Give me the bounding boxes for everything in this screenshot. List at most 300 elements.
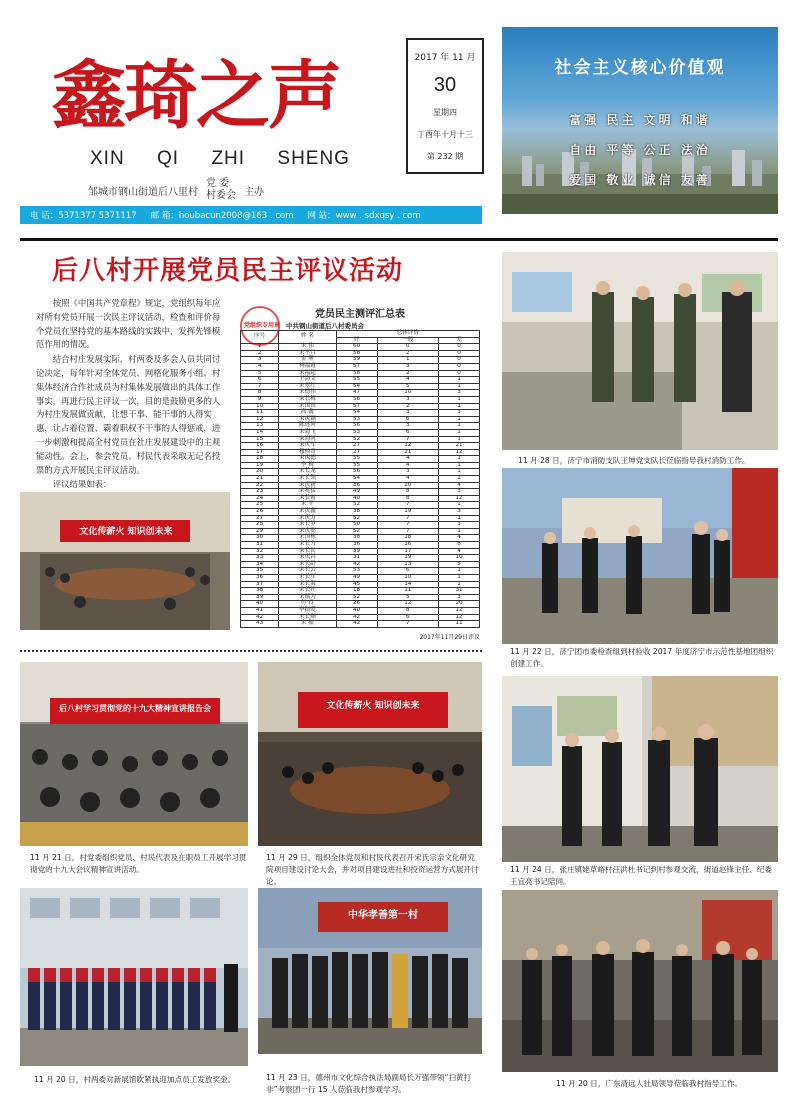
table-cell: 宋长力 bbox=[279, 542, 336, 549]
table-cell: 27 bbox=[336, 449, 377, 456]
table-cell: 54 bbox=[336, 476, 377, 483]
col-header-index: 序号 bbox=[241, 331, 279, 344]
masthead-rule bbox=[20, 238, 778, 241]
table-cell: 17 bbox=[377, 548, 439, 555]
table-row bbox=[241, 344, 480, 351]
table-row bbox=[241, 429, 480, 436]
table-cell: 宋长顺 bbox=[279, 614, 336, 621]
table-cell: 1 bbox=[439, 581, 480, 588]
publisher-org-1: 党 委 bbox=[206, 178, 230, 189]
section-divider bbox=[20, 650, 482, 652]
caption-dezhou-delegation: 11 月 23 日，德州市文化综合执法局副局长万强带领“扫黄打非”考察团一行 15 人莅临我村参观学习。 bbox=[266, 1073, 472, 1094]
table-row bbox=[241, 390, 480, 397]
table-cell: 20 bbox=[377, 482, 439, 489]
table-cell: 宋丕月 bbox=[279, 350, 336, 357]
table-cell: 38 bbox=[241, 588, 279, 595]
table-cell: 宋庆军 bbox=[279, 443, 336, 450]
table-cell: 李振爱 bbox=[279, 607, 336, 614]
pinyin-3: ZHI bbox=[211, 148, 246, 169]
table-row bbox=[241, 403, 480, 410]
photo-banner-text: 文化传薪火 知识创未来 bbox=[79, 527, 173, 537]
caption-staff-bonus: 11 月 20 日，村两委对新展馆吹紧执迎加点员工发放奖金。 bbox=[34, 1075, 236, 1084]
table-cell: 宋庆德 bbox=[279, 456, 336, 463]
table-cell: 0 bbox=[439, 363, 480, 370]
table-cell: 8 bbox=[241, 390, 279, 397]
article-body bbox=[36, 297, 228, 493]
table-cell: 宋庆昌 bbox=[279, 555, 336, 562]
table-cell: 58 bbox=[336, 350, 377, 357]
table-cell: 4 bbox=[377, 462, 439, 469]
table-cell: 58 bbox=[336, 370, 377, 377]
table-org: 中共钢山街道后八村委员会 bbox=[286, 322, 364, 330]
table-cell: 22 bbox=[241, 482, 279, 489]
table-cell: 57 bbox=[336, 403, 377, 410]
table-cell: 39 bbox=[336, 548, 377, 555]
table-cell: 宋海河 bbox=[279, 436, 336, 443]
lecture-hall-photo bbox=[20, 662, 248, 846]
table-row bbox=[241, 449, 480, 456]
table-cell: 50 bbox=[336, 522, 377, 529]
values-line-3: 爱国 敬业 诚信 友善 bbox=[569, 173, 711, 187]
publisher-org-2: 村委会 bbox=[206, 190, 236, 201]
table-cell: 36 bbox=[241, 574, 279, 581]
newspaper-logo: 鑫琦之声 bbox=[52, 53, 340, 139]
table-row bbox=[241, 363, 480, 370]
table-cell: 6 bbox=[377, 416, 439, 423]
contact-email: 邮 箱：houbacun2008@163 . com bbox=[150, 211, 294, 221]
table-cell: 27 bbox=[241, 515, 279, 522]
table-cell: 18 bbox=[377, 535, 439, 542]
meeting-room-photo bbox=[20, 492, 230, 630]
table-cell: 1 bbox=[439, 436, 480, 443]
table-cell: 3 bbox=[439, 509, 480, 516]
table-cell: 35 bbox=[241, 568, 279, 575]
publisher-line bbox=[88, 178, 388, 202]
table-cell: 5 bbox=[439, 561, 480, 568]
table-cell: 宋长社 bbox=[279, 588, 336, 595]
table-cell: 宋长龄 bbox=[279, 561, 336, 568]
table-cell: 12 bbox=[377, 443, 439, 450]
table-cell: 11 bbox=[241, 410, 279, 417]
table-cell: 18 bbox=[241, 456, 279, 463]
table-cell: 7 bbox=[377, 436, 439, 443]
core-values-banner bbox=[502, 27, 778, 214]
table-cell: 15 bbox=[241, 436, 279, 443]
table-cell: 27 bbox=[336, 443, 377, 450]
table-cell: 宋福超 bbox=[279, 370, 336, 377]
table-row bbox=[241, 469, 480, 476]
table-cell: 12 bbox=[241, 416, 279, 423]
table-cell: 60 bbox=[336, 344, 377, 351]
table-cell: 4 bbox=[377, 456, 439, 463]
article-paragraph: 评议结果如表： bbox=[52, 479, 112, 490]
lunar-date: 丁酉年十月十三 bbox=[417, 130, 473, 140]
table-cell: 20 bbox=[439, 601, 480, 608]
table-row bbox=[241, 607, 480, 614]
caption-exhibit-visit: 11 月 24 日，张庄镇姥草峪村汪洪杜书记到村参观交流，街道赵锋主任、纪委王宜亮书记陪同。 bbox=[510, 865, 772, 886]
table-row bbox=[241, 357, 480, 364]
table-cell: 10 bbox=[439, 555, 480, 562]
table-cell: 52 bbox=[336, 436, 377, 443]
contact-phone: 电 话：5371377 5371117 bbox=[30, 211, 137, 221]
table-row bbox=[241, 489, 480, 496]
table-cell: 56 bbox=[336, 396, 377, 403]
table-cell: 杨福霞 bbox=[279, 363, 336, 370]
table-cell: 1 bbox=[439, 423, 480, 430]
table-cell: 宋 伟 bbox=[279, 344, 336, 351]
table-cell: 24 bbox=[241, 495, 279, 502]
table-cell: 37 bbox=[241, 581, 279, 588]
table-cell: 33 bbox=[241, 555, 279, 562]
culture-banner-text: 文化传薪火 知识创未来 bbox=[326, 701, 420, 711]
table-cell: 10 bbox=[377, 390, 439, 397]
table-cell: 40 bbox=[336, 495, 377, 502]
publisher-suffix: 主办 bbox=[244, 186, 264, 198]
table-cell: 0 bbox=[439, 370, 480, 377]
table-row bbox=[241, 462, 480, 469]
table-cell: 4 bbox=[439, 535, 480, 542]
dezhou-delegation-photo bbox=[258, 888, 482, 1054]
caption-guangdong-visit: 11 月 20 日，广东清远人社局领导莅临我村指导工作。 bbox=[556, 1079, 743, 1088]
table-cell: 26 bbox=[336, 601, 377, 608]
table-cell: 宋德伟 bbox=[279, 390, 336, 397]
table-cell: 宋长霞 bbox=[279, 495, 336, 502]
table-cell: 9 bbox=[241, 396, 279, 403]
table-cell: 54 bbox=[336, 410, 377, 417]
table-cell: 2 bbox=[439, 476, 480, 483]
publisher-orgs bbox=[206, 178, 236, 202]
table-cell: 59 bbox=[336, 357, 377, 364]
table-row bbox=[241, 561, 480, 568]
caption-lecture: 11 月 21 日，村党委组织党员、村民代表及在职员工开展学习贯彻党的十九大会议精神宣讲活动。 bbox=[30, 853, 247, 874]
table-cell: 14 bbox=[377, 581, 439, 588]
table-cell: 12 bbox=[439, 449, 480, 456]
table-cell: 21 bbox=[377, 449, 439, 456]
table-cell: 57 bbox=[336, 363, 377, 370]
weekday: 星期四 bbox=[433, 108, 457, 118]
seal-text: 党组织专用章 bbox=[243, 322, 280, 329]
table-cell: 1 bbox=[439, 574, 480, 581]
fire-brigade-photo bbox=[502, 252, 778, 450]
table-cell: 52 bbox=[336, 594, 377, 601]
caption-culture-meeting: 11 月 29 日，组织全体党员和村民代表召开宋氏宗亲文化研究院项目建设讨论大会，并对项目建设进社和投资运营方式展开讨论。 bbox=[266, 853, 479, 886]
table-row bbox=[241, 482, 480, 489]
table-cell: 28 bbox=[241, 522, 279, 529]
table-cell: 55 bbox=[336, 377, 377, 384]
table-date-note: 2017年11月29日评议 bbox=[419, 634, 480, 641]
table-cell: 42 bbox=[241, 614, 279, 621]
table-cell: 3 bbox=[241, 357, 279, 364]
table-cell: 1 bbox=[439, 515, 480, 522]
table-cell: 陈述河 bbox=[279, 423, 336, 430]
table-cell: 1 bbox=[377, 357, 439, 364]
table-cell: 38 bbox=[336, 535, 377, 542]
table-cell: 宋庆鑫 bbox=[279, 509, 336, 516]
table-cell: 53 bbox=[336, 568, 377, 575]
table-cell: 8 bbox=[439, 542, 480, 549]
year-month: 2017 年 11 月 bbox=[414, 53, 476, 64]
table-cell: 30 bbox=[241, 535, 279, 542]
col-header-good: 好 bbox=[336, 337, 377, 344]
pinyin-2: QI bbox=[157, 148, 180, 169]
col-header-average: 一般 bbox=[377, 337, 439, 344]
table-cell: 3 bbox=[439, 390, 480, 397]
table-cell: 52 bbox=[336, 515, 377, 522]
table-cell: 1 bbox=[439, 403, 480, 410]
table-cell: 2 bbox=[241, 350, 279, 357]
table-cell: 34 bbox=[241, 561, 279, 568]
table-cell: 2 bbox=[377, 350, 439, 357]
table-cell: 宋国田 bbox=[279, 403, 336, 410]
table-cell: 7 bbox=[241, 383, 279, 390]
table-row bbox=[241, 614, 480, 621]
delegation-banner-text: 中华孝善第一村 bbox=[348, 910, 418, 921]
col-header-overall: 总体评价 bbox=[336, 331, 479, 338]
table-cell: 31 bbox=[241, 542, 279, 549]
table-cell: 32 bbox=[241, 548, 279, 555]
table-cell: 1 bbox=[439, 396, 480, 403]
table-cell: 31 bbox=[336, 555, 377, 562]
table-cell: 宋庆高 bbox=[279, 528, 336, 535]
table-cell: 1 bbox=[439, 416, 480, 423]
table-row bbox=[241, 528, 480, 535]
table-row bbox=[241, 350, 480, 357]
table-cell: 3 bbox=[377, 396, 439, 403]
lecture-banner-text: 后八村学习贯彻党的十九大精神宣讲报告会 bbox=[59, 704, 211, 713]
table-row bbox=[241, 542, 480, 549]
table-cell: 李 梅 bbox=[279, 462, 336, 469]
table-cell: 19 bbox=[241, 462, 279, 469]
table-cell: 43 bbox=[241, 621, 279, 628]
table-row bbox=[241, 370, 480, 377]
table-cell: 宋长领 bbox=[279, 476, 336, 483]
table-cell: 宋庆新 bbox=[279, 482, 336, 489]
table-row bbox=[241, 594, 480, 601]
table-cell: 16 bbox=[377, 542, 439, 549]
table-cell: 55 bbox=[336, 456, 377, 463]
table-row bbox=[241, 548, 480, 555]
table-cell: 42 bbox=[336, 621, 377, 628]
table-cell: 4 bbox=[439, 548, 480, 555]
table-cell: 21 bbox=[241, 476, 279, 483]
table-cell: 3 bbox=[439, 594, 480, 601]
table-cell: 29 bbox=[241, 528, 279, 535]
table-row bbox=[241, 443, 480, 450]
table-row bbox=[241, 495, 480, 502]
table-cell: 52 bbox=[336, 528, 377, 535]
table-cell: 13 bbox=[377, 561, 439, 568]
table-cell: 36 bbox=[336, 542, 377, 549]
table-cell: 8 bbox=[377, 495, 439, 502]
contact-site: 网 站：www . sdxqsy . com bbox=[307, 211, 421, 221]
table-cell: 19 bbox=[377, 509, 439, 516]
table-row bbox=[241, 581, 480, 588]
article-headline: 后八村开展党员民主评议活动 bbox=[52, 256, 404, 286]
day-number: 30 bbox=[433, 73, 457, 96]
table-cell: 宋 平 bbox=[279, 502, 336, 509]
table-cell: 3 bbox=[439, 489, 480, 496]
col-header-name: 姓 名 bbox=[279, 331, 336, 344]
table-cell: 45 bbox=[336, 581, 377, 588]
table-cell: 56 bbox=[336, 423, 377, 430]
table-title: 党员民主测评汇总表 bbox=[315, 309, 405, 320]
table-cell: 25 bbox=[241, 502, 279, 509]
table-cell: 宋翠红 bbox=[279, 383, 336, 390]
table-row bbox=[241, 377, 480, 384]
table-row bbox=[241, 515, 480, 522]
table-cell: 付 良 bbox=[279, 601, 336, 608]
table-cell: 宋长云 bbox=[279, 568, 336, 575]
table-cell: 26 bbox=[241, 509, 279, 516]
table-cell: 宋长民 bbox=[279, 548, 336, 555]
table-cell: 54 bbox=[336, 383, 377, 390]
table-cell: 6 bbox=[377, 614, 439, 621]
table-cell: 宋 振 bbox=[279, 621, 336, 628]
table-cell: 宋瑞为 bbox=[279, 594, 336, 601]
table-cell: 5 bbox=[241, 370, 279, 377]
contact-bar bbox=[20, 206, 482, 224]
table-cell: 12 bbox=[439, 614, 480, 621]
publisher-prefix: 邹城市钢山街道后八里村 bbox=[88, 186, 198, 198]
table-cell: 42 bbox=[336, 614, 377, 621]
table-cell: 40 bbox=[241, 601, 279, 608]
table-row bbox=[241, 601, 480, 608]
table-cell: 39 bbox=[241, 594, 279, 601]
table-cell: 10 bbox=[241, 403, 279, 410]
table-row bbox=[241, 423, 480, 430]
article-paragraph: 按照《中国共产党章程》规定，党组织每年应对所有党员开展一次民主评议活动，检查和评价每个党员在坚持党的基本路线的实践中，发挥先锋模范作用的情况。 bbox=[36, 298, 221, 350]
logo-pinyin bbox=[90, 148, 350, 170]
table-cell: 5 bbox=[377, 594, 439, 601]
vote-table-body bbox=[241, 344, 480, 628]
table-cell: 19 bbox=[377, 555, 439, 562]
table-cell: 49 bbox=[336, 574, 377, 581]
table-cell: 宋国栋 bbox=[279, 535, 336, 542]
table-cell: 王海文 bbox=[279, 377, 336, 384]
youth-inspection-photo bbox=[502, 468, 778, 644]
table-cell: 0 bbox=[439, 357, 480, 364]
table-cell: 宋庆颖 bbox=[279, 416, 336, 423]
table-row bbox=[241, 456, 480, 463]
date-box bbox=[406, 38, 484, 174]
table-cell: 36 bbox=[336, 482, 377, 489]
table-cell: 宋长龙 bbox=[279, 469, 336, 476]
caption-youth-inspection: 11 月 22 日，济宁团市委检查组到村验收 2017 年度济宁市示范性基地团组织创建工作。 bbox=[510, 647, 774, 668]
table-row bbox=[241, 383, 480, 390]
table-cell: 12 bbox=[439, 607, 480, 614]
table-cell: 7 bbox=[377, 522, 439, 529]
table-cell: 10 bbox=[377, 574, 439, 581]
vote-summary-table bbox=[240, 330, 480, 628]
table-cell: 47 bbox=[336, 390, 377, 397]
table-cell: 4 bbox=[377, 377, 439, 384]
pinyin-1: XIN bbox=[90, 148, 125, 169]
article-paragraph: 结合村庄发展实际，村两委及多会人员共同讨论决定，每年针对全体党员、网格化服务小组、村集体经济合作社成员为村集体发展做出的具体工作事实，再进行民主评议一次，目的是鼓励更多的人为村庄发展做贡献，让想干事、能干事的人得实惠，让占着位置、霸着职权不干事的人得惩戒，进一步刺激和提高全村党员在社庄发展建设中的主观能动性。会上，参会党员、村民代表采取无记名投票的方式开展民主评议活动。 bbox=[36, 354, 221, 475]
table-cell: 11 bbox=[439, 621, 480, 628]
table-cell: 3 bbox=[377, 423, 439, 430]
guangdong-visit-photo bbox=[502, 890, 778, 1072]
table-cell: 53 bbox=[336, 429, 377, 436]
table-cell: 49 bbox=[336, 489, 377, 496]
table-row bbox=[241, 535, 480, 542]
table-cell: 1 bbox=[439, 429, 480, 436]
table-cell: 7 bbox=[377, 528, 439, 535]
culture-meeting-photo bbox=[258, 662, 482, 846]
table-cell: 3 bbox=[439, 522, 480, 529]
table-cell: 1 bbox=[439, 469, 480, 476]
table-cell: 2 bbox=[377, 370, 439, 377]
table-cell: 宋长岁 bbox=[279, 522, 336, 529]
table-cell: 宋长海 bbox=[279, 581, 336, 588]
table-cell: 0 bbox=[439, 350, 480, 357]
table-row bbox=[241, 568, 480, 575]
table-cell: 1 bbox=[439, 568, 480, 575]
table-cell: 12 bbox=[377, 601, 439, 608]
table-cell: 23 bbox=[241, 489, 279, 496]
table-row bbox=[241, 436, 480, 443]
table-cell: 6 bbox=[241, 377, 279, 384]
table-row bbox=[241, 476, 480, 483]
table-row bbox=[241, 522, 480, 529]
table-cell: 3 bbox=[377, 363, 439, 370]
table-cell: 18 bbox=[336, 588, 377, 595]
values-line-1: 富强 民主 文明 和谐 bbox=[569, 113, 711, 127]
table-cell: 40 bbox=[336, 607, 377, 614]
table-cell: 穆伯奇 bbox=[279, 449, 336, 456]
table-row bbox=[241, 509, 480, 516]
table-cell: 7 bbox=[377, 502, 439, 509]
table-cell: 7 bbox=[377, 515, 439, 522]
table-cell: 3 bbox=[377, 469, 439, 476]
table-cell: 宋长军 bbox=[279, 574, 336, 581]
table-cell: 41 bbox=[241, 607, 279, 614]
table-cell: 38 bbox=[336, 509, 377, 516]
table-cell: 宋长梅 bbox=[279, 396, 336, 403]
table-cell: 42 bbox=[336, 561, 377, 568]
table-cell: 6 bbox=[377, 429, 439, 436]
exhibit-visit-photo bbox=[502, 676, 778, 862]
table-cell: 31 bbox=[439, 588, 480, 595]
table-cell: 3 bbox=[439, 410, 480, 417]
table-cell: 金 聚 bbox=[279, 357, 336, 364]
table-cell: 3 bbox=[377, 410, 439, 417]
table-cell: 56 bbox=[336, 469, 377, 476]
table-cell: 53 bbox=[336, 416, 377, 423]
table-cell: 宋庆力 bbox=[279, 515, 336, 522]
col-header-poor: 差 bbox=[439, 337, 480, 344]
table-cell: 13 bbox=[241, 423, 279, 430]
table-cell: 1 bbox=[241, 344, 279, 351]
table-cell: 55 bbox=[336, 462, 377, 469]
staff-bonus-photo bbox=[20, 888, 248, 1066]
table-cell: 8 bbox=[377, 607, 439, 614]
table-cell: 16 bbox=[241, 443, 279, 450]
table-row bbox=[241, 410, 480, 417]
table-cell: 52 bbox=[336, 502, 377, 509]
table-cell: 0 bbox=[377, 344, 439, 351]
pinyin-4: SHENG bbox=[277, 148, 350, 169]
table-cell: 宋兆猛 bbox=[279, 489, 336, 496]
table-cell: 1 bbox=[439, 462, 480, 469]
table-cell: 宋海飞 bbox=[279, 429, 336, 436]
table-cell: 1 bbox=[439, 528, 480, 535]
table-cell: 1 bbox=[439, 502, 480, 509]
table-cell: 1 bbox=[439, 377, 480, 384]
table-cell: 4 bbox=[241, 363, 279, 370]
table-row bbox=[241, 396, 480, 403]
table-cell: 5 bbox=[377, 383, 439, 390]
table-cell: 12 bbox=[439, 495, 480, 502]
